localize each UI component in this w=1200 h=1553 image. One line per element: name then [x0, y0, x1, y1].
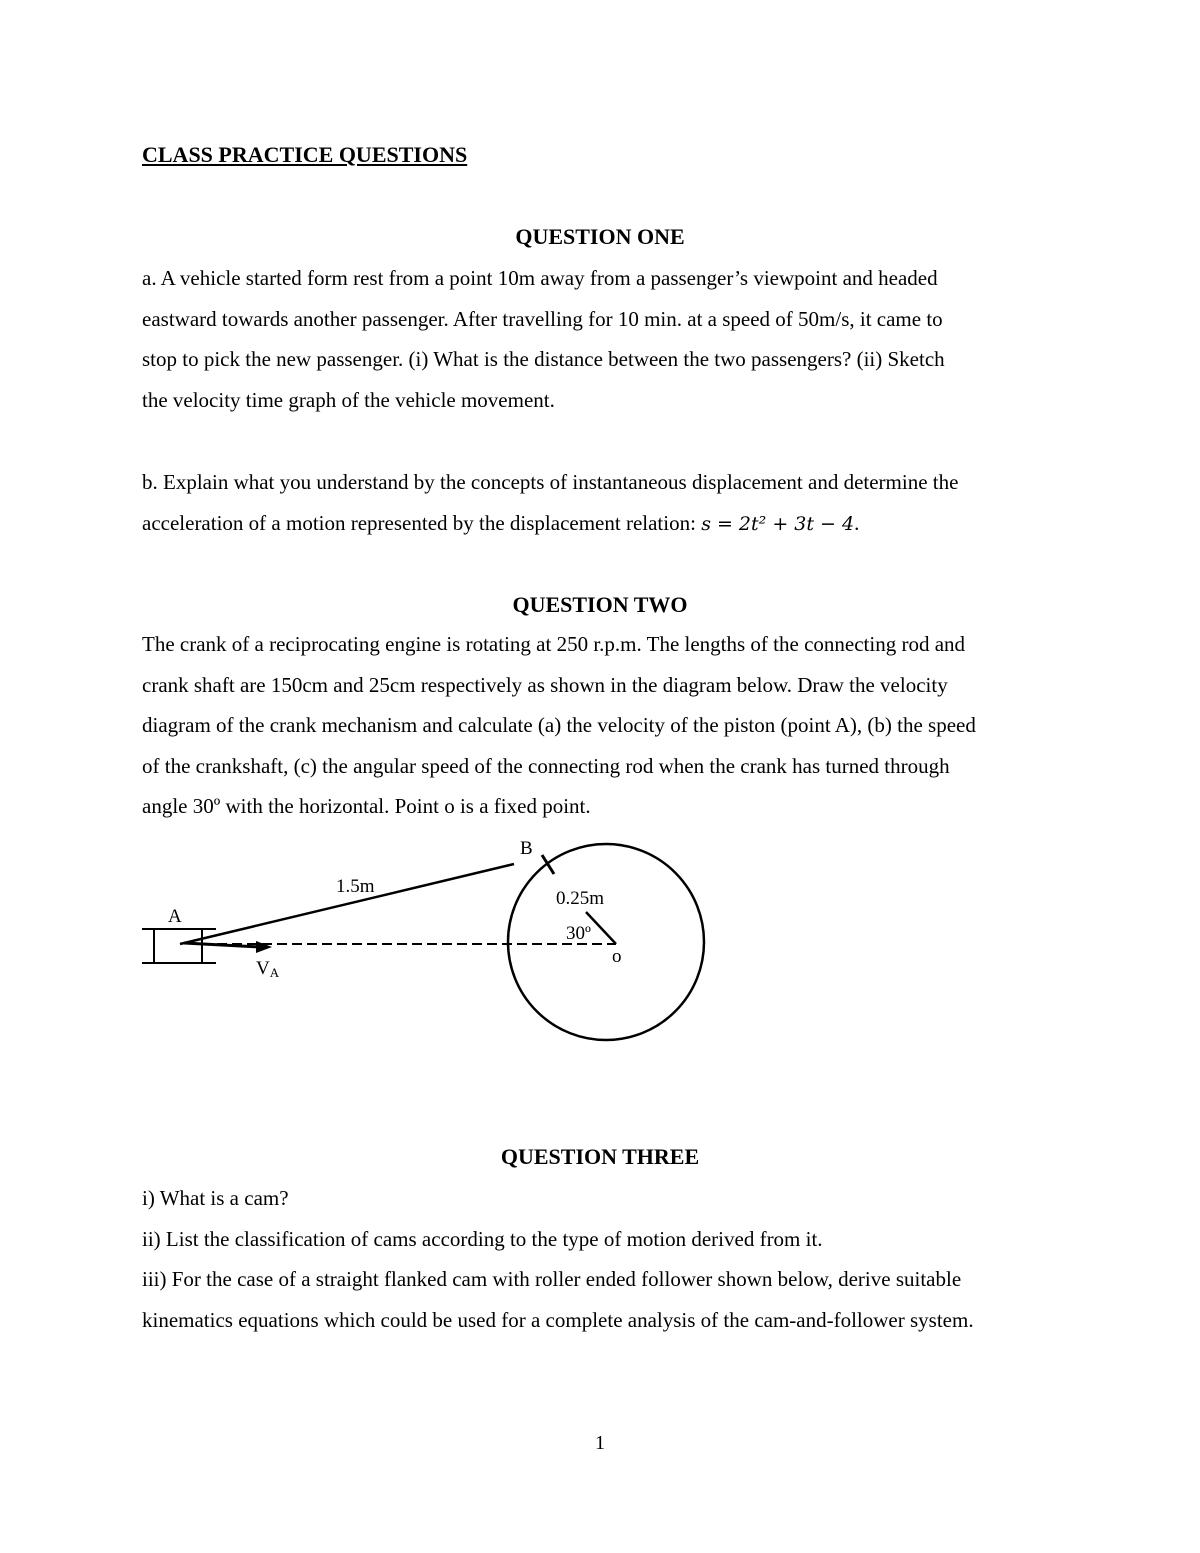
label-rod-length: 1.5m: [336, 876, 375, 897]
crank-mechanism-diagram: [130, 832, 730, 1092]
question-two-line: angle 30º with the horizontal. Point o is a fixed point.: [142, 794, 591, 818]
crank-circle: [508, 844, 704, 1040]
question-one-part-b-line: [142, 503, 1062, 545]
question-two-line: The crank of a reciprocating engine is rotating at 250 r.p.m. The lengths of the connecting rod and: [142, 632, 966, 656]
question-one-part-b: [142, 462, 1062, 544]
question-two-heading: QUESTION TWO: [512, 592, 688, 617]
question-three-body: [142, 1178, 1062, 1340]
label-b: B: [520, 838, 533, 859]
question-three-item: iii) For the case of a straight flanked cam with roller ended follower shown below, derive suitable: [142, 1267, 962, 1291]
question-three-heading: QUESTION THREE: [500, 1144, 700, 1169]
displacement-equation: s = 2t² + 3t − 4: [701, 512, 855, 535]
page-number: 1: [595, 1432, 605, 1454]
document-title: CLASS PRACTICE QUESTIONS: [142, 142, 468, 167]
question-one-part-b-text: acceleration of a motion represented by the displacement relation:: [142, 510, 702, 535]
question-one-part-b-line: b. Explain what you understand by the concepts of instantaneous displacement and determine the: [142, 470, 959, 494]
question-three-item: kinematics equations which could be used for a complete analysis of the cam-and-follower system.: [142, 1307, 974, 1332]
velocity-arrow: [184, 941, 272, 953]
label-a: A: [168, 906, 182, 927]
question-one-heading: QUESTION ONE: [515, 224, 685, 249]
question-one-part-a-line: the velocity time graph of the vehicle movement.: [142, 387, 555, 412]
question-one-part-a-line: stop to pick the new passenger. (i) What is the distance between the two passengers? (ii) Sketch: [142, 347, 945, 371]
label-velocity: [256, 958, 280, 980]
label-angle: 30º: [566, 923, 591, 944]
equation-period: .: [854, 510, 860, 535]
question-two-line: of the crankshaft, (c) the angular speed of the connecting rod when the crank has turned through: [142, 753, 950, 778]
question-one-part-a-line: a. A vehicle started form rest from a point 10m away from a passenger’s viewpoint and headed: [142, 266, 938, 290]
piston-block: [142, 929, 216, 963]
question-two-line: diagram of the crank mechanism and calculate (a) the velocity of the piston (point A), (b) the speed: [142, 713, 976, 737]
question-three-item: i) What is a cam?: [142, 1186, 289, 1210]
question-one-part-a-line: eastward towards another passenger. After travelling for 10 min. at a speed of 50m/s, it came to: [142, 306, 943, 331]
question-one-part-a: [142, 258, 1062, 420]
label-velocity-subscript: A: [269, 965, 280, 980]
question-two-line: crank shaft are 150cm and 25cm respectively as shown in the diagram below. Draw the velocity: [142, 672, 948, 697]
label-velocity-v: V: [256, 958, 270, 979]
crank-pin-hook: [542, 855, 554, 874]
label-crank-length: 0.25m: [556, 888, 605, 909]
label-o: o: [612, 946, 622, 967]
question-two-body: [142, 624, 1062, 827]
question-three-item: ii) List the classification of cams according to the type of motion derived from it.: [142, 1226, 823, 1251]
